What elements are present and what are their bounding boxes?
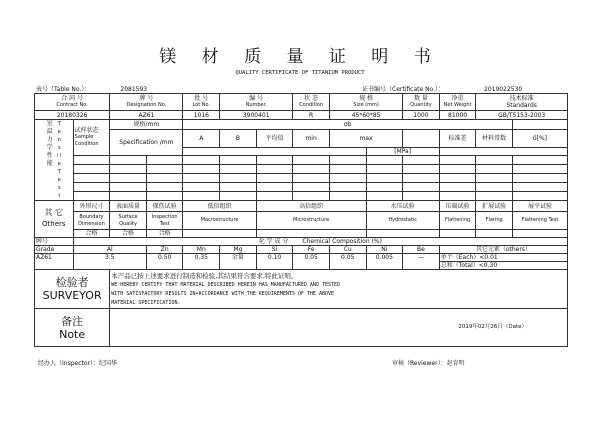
designation-header: 牌 号 Designation No. bbox=[110, 94, 183, 111]
inspector: 经办人（Inspector）：纪国华 bbox=[38, 360, 117, 367]
flat-test-header-cn: 展平试验 bbox=[512, 201, 567, 212]
weight-value: 81000 bbox=[439, 111, 476, 120]
note-label: 备注 Note bbox=[35, 309, 110, 347]
element-fe: Fe bbox=[293, 246, 330, 254]
contract-header: 合 同 号 Contract No. bbox=[35, 94, 110, 111]
quantity-value: 1000 bbox=[403, 111, 440, 120]
element-al: Al bbox=[73, 246, 146, 254]
micro-header-en: Microstructure bbox=[256, 212, 366, 230]
mech-empty-row bbox=[35, 174, 568, 183]
macro-header-cn: 低倍组织 bbox=[183, 201, 256, 212]
surveyor-row bbox=[35, 270, 568, 309]
standard-header: 技术标准 Standards bbox=[476, 94, 568, 111]
certificate-number bbox=[362, 84, 522, 93]
value-cu: 0.05 bbox=[329, 254, 366, 270]
sigma-b-header: σb bbox=[183, 120, 512, 130]
mech-empty-row bbox=[35, 156, 568, 165]
element-ni: Ni bbox=[366, 246, 403, 254]
other-result-row bbox=[35, 230, 568, 238]
certificate-table bbox=[34, 93, 568, 347]
other-header-row bbox=[35, 201, 568, 212]
col-blank bbox=[403, 130, 440, 148]
table-number-value: 2081593 bbox=[120, 86, 148, 93]
value-ni: 0.005 bbox=[366, 254, 403, 270]
value-si: 0.10 bbox=[256, 254, 293, 270]
each-element-limit: 单个（Each）<0.01 bbox=[439, 254, 567, 262]
mech-blank bbox=[512, 120, 567, 130]
standard-value: GB/T5153-2003 bbox=[476, 111, 568, 120]
col-delta: δ[%] bbox=[512, 130, 567, 148]
mech-subheader-row bbox=[35, 130, 568, 148]
flare-header-cn: 扩展试验 bbox=[476, 201, 513, 212]
chem-title: 化 学 成 分 Chemical Composition (%) bbox=[73, 238, 567, 246]
other-elements-header: 其它元素（others） bbox=[439, 246, 567, 254]
dimension-header-en: Boundary Dimension bbox=[73, 212, 110, 230]
dimension-result: 合格 bbox=[73, 230, 110, 238]
inspection-header-cn: 探伤试验 bbox=[146, 201, 183, 212]
chem-grade-header-cn: 牌号 bbox=[35, 238, 74, 246]
lot-value: 1016 bbox=[183, 111, 220, 120]
col-max: max bbox=[329, 130, 402, 148]
inspection-result: 合格 bbox=[146, 230, 183, 238]
size-header: 规 格 Size (mm) bbox=[329, 94, 402, 111]
mpa-unit: [MPa] bbox=[366, 148, 439, 156]
value-mn: 0.35 bbox=[183, 254, 220, 270]
element-mn: Mn bbox=[183, 246, 220, 254]
hydro-header-cn: 水压试验 bbox=[366, 201, 439, 212]
lot-header: 批 号 Lot No. bbox=[183, 94, 220, 111]
table-number-label: 表号（Table No.）： bbox=[36, 86, 91, 93]
condition-header: 状 态 Condition bbox=[293, 94, 330, 111]
element-cu: Cu bbox=[329, 246, 366, 254]
table-number bbox=[36, 84, 147, 93]
quantity-header: 数 量 Quantity bbox=[403, 94, 440, 111]
header-row bbox=[35, 94, 568, 111]
value-fe: 0.05 bbox=[293, 254, 330, 270]
chem-title-row bbox=[35, 238, 568, 246]
value-al: 3.5 bbox=[73, 254, 146, 270]
mech-empty-row bbox=[35, 192, 568, 201]
dimension-header-cn: 外形尺寸 bbox=[73, 201, 110, 212]
flatten-header-cn: 压扁试验 bbox=[439, 201, 476, 212]
mech-side-label: 室 温 力 学 性 能 T e n s i l e T e s t bbox=[35, 120, 74, 201]
number-header: 编 号 Number. bbox=[220, 94, 293, 111]
chem-grade-header-en: Grade bbox=[35, 246, 74, 254]
surface-result: 合格 bbox=[110, 230, 147, 238]
reviewer: 审核（Reviewer）：赵育明 bbox=[392, 360, 465, 367]
element-si: Si bbox=[256, 246, 293, 254]
mech-empty-row bbox=[35, 183, 568, 192]
certificate-number-label: 证书编号（Certificate No.）： bbox=[362, 86, 445, 93]
col-std-dev: 标准差 bbox=[439, 130, 476, 148]
flare-header-en: Flaring bbox=[476, 212, 513, 230]
hydro-header-en: Hydrostatic bbox=[366, 212, 439, 230]
spec-header-cn: 规格/mm bbox=[110, 120, 183, 130]
value-be: — bbox=[403, 254, 440, 270]
inspection-header-en: Inspection Test bbox=[146, 212, 183, 230]
element-zn: Zn bbox=[146, 246, 183, 254]
sample-condition-header: 试样状态 Sample Condition bbox=[73, 120, 110, 156]
col-min: min bbox=[293, 130, 330, 148]
value-mg: 余量 bbox=[220, 254, 257, 270]
total-element-limit: 总和（Total）<0.30 bbox=[439, 262, 567, 270]
micro-header-cn: 高倍组织 bbox=[256, 201, 366, 212]
certification-statement: 本产品已按上述要求进行制造和检验,其结果符合要求,特此证明。 WE HEREBY CERTIFY THAT MATERIAL DESCRIBED HEREIN HAS MANUFACTURED AND TESTED WITH SATISFACTORY RESULTS IN•ACCORDANCE WITH THE REQUIREMENTS OF THE ABOVE MATERIAL SPECIFICATION. bbox=[110, 270, 568, 309]
note-row bbox=[35, 309, 568, 347]
document-subtitle: QUALITY CERTIFICATE OF TITANIUM PRODUCT bbox=[235, 70, 365, 76]
mech-empty-row bbox=[35, 165, 568, 174]
flatten-header-en: Flattening bbox=[439, 212, 476, 230]
other-side-label: 其 它 Others bbox=[35, 201, 74, 238]
note-date: 2019年02月26日（Date） bbox=[110, 309, 568, 347]
document-title: 镁 材 质 量 证 明 书 bbox=[159, 47, 441, 67]
weight-header: 净重 Net Weight bbox=[439, 94, 476, 111]
chem-value-row bbox=[35, 254, 568, 262]
col-average: 平均值 bbox=[256, 130, 293, 148]
col-b: B bbox=[220, 130, 257, 148]
value-zn: 0.50 bbox=[146, 254, 183, 270]
surface-header-cn: 表面质量 bbox=[110, 201, 147, 212]
certificate-number-value: 2019022530 bbox=[484, 86, 523, 93]
contract-value: 20180326 bbox=[35, 111, 110, 120]
flat-test-header-en: Flattening Test bbox=[512, 212, 567, 230]
spec-header-en: Specification /mm bbox=[110, 130, 183, 156]
surveyor-label: 检验者 SURVEYOR bbox=[35, 270, 110, 309]
element-be: Be bbox=[403, 246, 440, 254]
col-mat-const: 材料常数 bbox=[476, 130, 513, 148]
element-mg: Mg bbox=[220, 246, 257, 254]
other-en-row bbox=[35, 212, 568, 230]
surface-header-en: Surface Quality bbox=[110, 212, 147, 230]
designation-value: AZ61 bbox=[110, 111, 183, 120]
condition-value: R bbox=[293, 111, 330, 120]
size-value: 45*60*85 bbox=[329, 111, 402, 120]
chem-element-row bbox=[35, 246, 568, 254]
chem-grade-value: AZ61 bbox=[35, 254, 74, 270]
values-row bbox=[35, 111, 568, 120]
number-value: 3900401 bbox=[220, 111, 293, 120]
col-a: A bbox=[183, 130, 220, 148]
mech-header-row bbox=[35, 120, 568, 130]
macro-header-en: Macrostructure bbox=[183, 212, 256, 230]
